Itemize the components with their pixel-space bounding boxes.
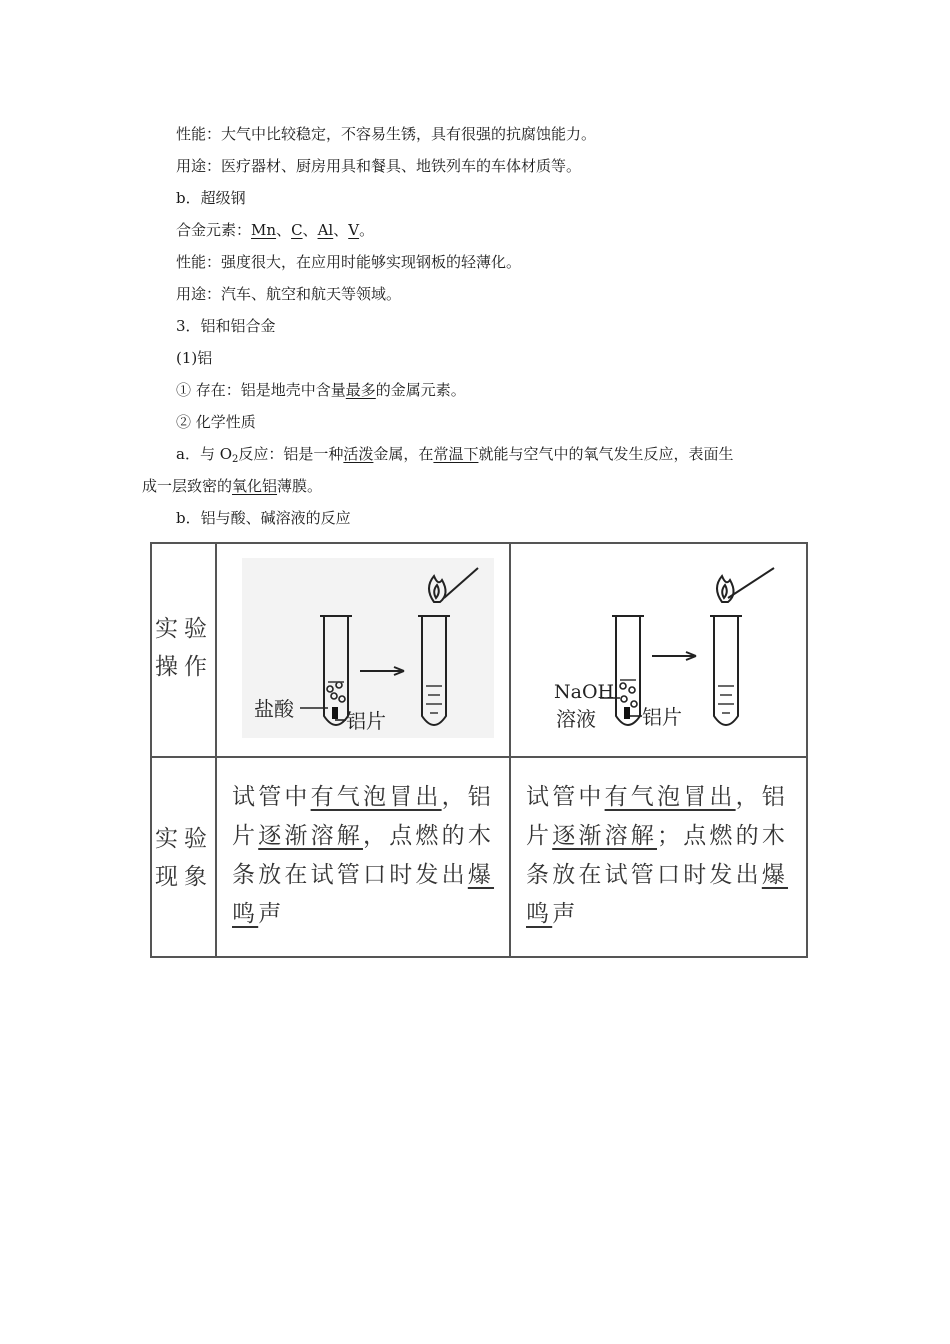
stainless-performance-line: 性能：大气中比较稳定，不容易生锈，具有很强的抗腐蚀能力。 bbox=[176, 125, 597, 143]
existence-suffix: 的金属元素。 bbox=[375, 381, 466, 399]
obs1-c: ，点燃的木条放在试管口时发出 bbox=[232, 823, 495, 888]
row-label-operation bbox=[154, 610, 214, 686]
observation-acid bbox=[232, 778, 498, 934]
element-mn: Mn bbox=[251, 221, 277, 239]
obs2-pop: 爆鸣 bbox=[526, 862, 789, 927]
base-experiment-figure bbox=[544, 558, 796, 738]
table-col-divider-2 bbox=[509, 542, 511, 958]
table-col-divider-1 bbox=[215, 542, 217, 958]
row-label-phenomenon bbox=[154, 820, 214, 896]
alloy-elements-prefix: 合金元素： bbox=[176, 221, 252, 239]
existence-prefix: ① 存在：铝是地壳中含量 bbox=[176, 381, 346, 399]
superior-steel-performance-line: 性能：强度很大，在应用时能够实现钢板的轻薄化。 bbox=[176, 253, 522, 271]
experiment-table bbox=[150, 542, 808, 958]
obs1-b: ，铝片 bbox=[232, 784, 495, 849]
table-border-bottom bbox=[150, 956, 808, 958]
separator: 、 bbox=[302, 221, 318, 239]
obs2-dissolve: 逐渐溶解 bbox=[552, 823, 658, 849]
stainless-usage-line: 用途：医疗器材、厨房用具和餐具、地铁列车的车体材质等。 bbox=[176, 157, 582, 175]
superior-steel-heading: b．超级钢 bbox=[176, 189, 246, 207]
alumina-blank: 氧化铝 bbox=[232, 477, 278, 495]
row-label-phenomenon-b: 现象 bbox=[155, 864, 213, 890]
oxygen-reaction-a: a．与 O bbox=[176, 445, 233, 463]
row-label-operation-b: 操作 bbox=[155, 654, 213, 680]
label-hydrochloric-acid: 盐酸 bbox=[254, 697, 294, 721]
element-c: C bbox=[291, 221, 303, 239]
aluminum-subheading: (1)铝 bbox=[176, 349, 213, 367]
wooden-stick-icon-2 bbox=[728, 568, 774, 598]
separator: 、 bbox=[276, 221, 292, 239]
active-blank: 活泼 bbox=[343, 445, 374, 463]
obs2-b: ，铝片 bbox=[526, 784, 789, 849]
test-tube-4-icon bbox=[710, 616, 742, 725]
chemical-properties-heading: ② 化学性质 bbox=[176, 413, 256, 431]
acid-experiment-figure bbox=[242, 558, 494, 738]
obs2-bubbles: 有气泡冒出 bbox=[604, 784, 736, 810]
aluminum-section-heading: 3．铝和铝合金 bbox=[176, 317, 276, 335]
oxygen-subscript: 2 bbox=[232, 454, 239, 465]
label-naoh: NaOH bbox=[554, 681, 615, 703]
table-border-left bbox=[150, 542, 152, 958]
aluminum-piece-icon-2 bbox=[624, 707, 630, 719]
obs1-a: 试管中 bbox=[232, 784, 311, 810]
separator: 、 bbox=[333, 221, 349, 239]
table-border-top bbox=[150, 542, 808, 544]
obs2-a: 试管中 bbox=[526, 784, 605, 810]
existence-blank: 最多 bbox=[345, 381, 376, 399]
oxide-film-a: 成一层致密的 bbox=[142, 477, 233, 495]
flame-icon-2 bbox=[717, 576, 734, 602]
inner-flame-icon-2 bbox=[722, 585, 727, 598]
oxide-film-line bbox=[142, 476, 322, 496]
observation-base bbox=[526, 778, 792, 934]
oxide-film-b: 薄膜。 bbox=[277, 477, 323, 495]
label-aluminum-foil-2: 铝片 bbox=[642, 705, 682, 729]
oxygen-reaction-c: 金属，在 bbox=[373, 445, 434, 463]
table-row-divider bbox=[150, 756, 808, 758]
element-al: Al bbox=[317, 221, 334, 239]
obs1-pop: 爆鸣 bbox=[232, 862, 495, 927]
aluminum-piece-icon bbox=[332, 707, 338, 719]
obs1-d: 声 bbox=[258, 901, 285, 927]
existence-line bbox=[176, 380, 466, 400]
obs2-c: ；点燃的木条放在试管口时发出 bbox=[526, 823, 789, 888]
label-solution: 溶液 bbox=[556, 707, 596, 731]
oxygen-reaction-line bbox=[176, 444, 733, 470]
alloy-elements-line bbox=[176, 220, 374, 240]
row-label-phenomenon-a: 实验 bbox=[155, 826, 213, 852]
obs1-dissolve: 逐渐溶解 bbox=[258, 823, 364, 849]
table-border-right bbox=[806, 542, 808, 958]
obs2-d: 声 bbox=[552, 901, 579, 927]
acid-base-heading: b．铝与酸、碱溶液的反应 bbox=[176, 509, 351, 527]
oxygen-reaction-b: 反应：铝是一种 bbox=[238, 445, 344, 463]
line-end: 。 bbox=[359, 221, 375, 239]
obs1-bubbles: 有气泡冒出 bbox=[310, 784, 442, 810]
label-aluminum-foil-1: 铝片 bbox=[346, 709, 386, 733]
row-label-operation-a: 实验 bbox=[155, 616, 213, 642]
room-temp-blank: 常温下 bbox=[433, 445, 479, 463]
element-v: V bbox=[348, 221, 360, 239]
oxygen-reaction-d: 就能与空气中的氧气发生反应，表面生 bbox=[478, 445, 734, 463]
superior-steel-usage-line: 用途：汽车、航空和航天等领域。 bbox=[176, 285, 402, 303]
